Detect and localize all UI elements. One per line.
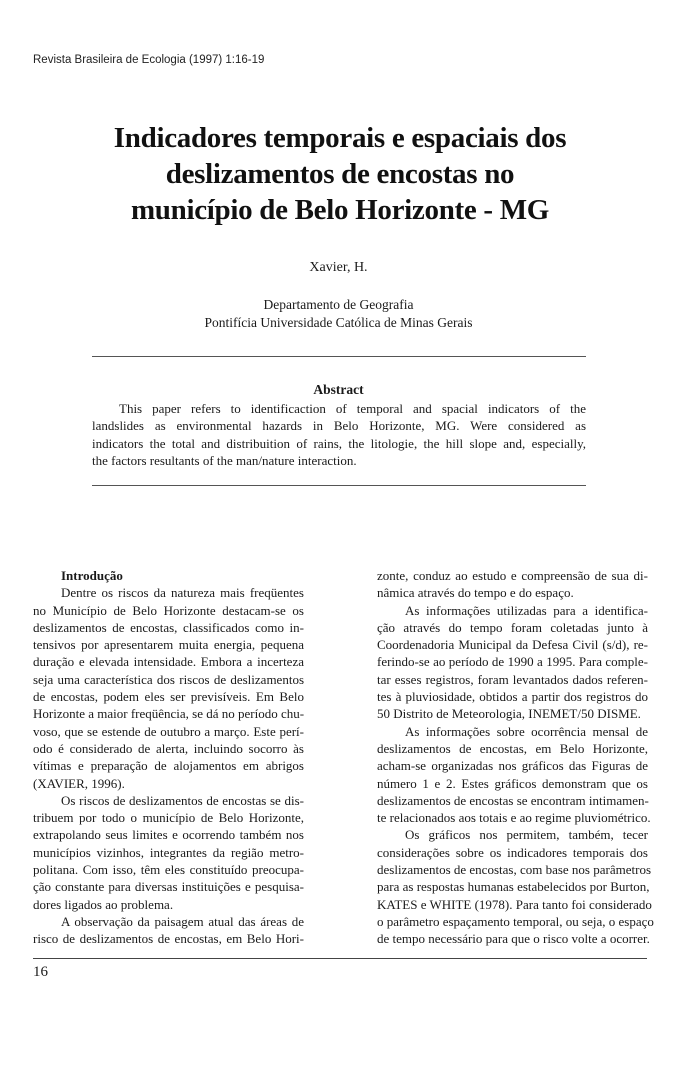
body-line: nâmica através do tempo e do espaço. [377, 585, 574, 601]
body-line: dores ligados ao problema. [33, 896, 174, 912]
body-line: zonte, conduz ao estudo e compreensão de sua di- [377, 568, 648, 583]
body-line: voso, que se estende de outubro a março. Este perí- [33, 723, 304, 739]
abstract-line: landslides as environmental hazards in Belo Horizonte, MG. Were considered as [92, 418, 586, 434]
affiliation-university: Pontifícia Universidade Católica de Minas Gerais [204, 315, 473, 330]
body-line: te relacionados aos totais e ao regime pluviométrico. [377, 810, 651, 826]
body-line: As informações utilizadas para a identifica- [405, 602, 648, 618]
abstract-heading: Abstract [313, 382, 364, 397]
body-line: de encostas, podem eles ser previsíveis. Em Belo [33, 689, 304, 705]
body-line: número 1 e 2. Estes gráficos demonstram que os [377, 775, 648, 791]
affiliation [0, 296, 677, 332]
body-line: considerações sobre os indicadores temporais dos [377, 844, 648, 860]
body-line: de tempo necessário para que o risco volte a ocorrer. [377, 931, 650, 947]
abstract-line: the factors resultants of the man/nature interaction. [92, 453, 357, 469]
title-line: município de Belo Horizonte - MG [130, 194, 550, 226]
body-line: municípios vizinhos, integrantes da região metro- [33, 844, 304, 860]
left-column [33, 567, 304, 948]
body-line: no Município de Belo Horizonte destacam-se os [33, 602, 304, 618]
body-line: politana. Com isso, têm eles constituído preocupa- [33, 862, 304, 878]
title-line: Indicadores temporais e espaciais dos [113, 122, 567, 154]
body-line: A observação da paisagem atual das áreas de [61, 913, 304, 929]
body-line: tar esses registros, foram levantados dados referen- [377, 671, 648, 687]
body-line: Coordenadoria Municipal da Defesa Civil (s/d), re- [377, 637, 648, 653]
body-line: Horizonte a maior freqüência, se dá no período chu- [33, 706, 305, 722]
abstract-body [92, 400, 586, 470]
abstract-top-rule [92, 356, 586, 357]
body-line: tensivos por apresentarem muita energia, pequena [33, 637, 304, 653]
body-line: Os gráficos nos permitem, também, tecer [405, 827, 648, 843]
title-line: deslizamentos de encostas no [165, 158, 515, 190]
page-number: 16 [33, 964, 48, 980]
body-line: Os riscos de deslizamentos de encostas se dis- [61, 792, 304, 808]
body-line: extrapolando seus limites e ocorrendo também nos [33, 827, 304, 843]
body-line: para as respostas humanas estabelecidos por Burton, [377, 879, 650, 895]
abstract-line: This paper refers to identificaction of temporal and spacial indicators of the [119, 401, 586, 416]
body-line: 50 Distrito de Meteorologia, INEMET/50 DISME. [377, 706, 641, 722]
body-line: ção através do tempo foram coletadas junto à [377, 619, 648, 635]
body-line: ferindo-se ao período de 1990 a 1995. Para comple- [377, 654, 648, 670]
body-line: deslizamentos de encostas, classificados como in- [33, 619, 304, 635]
body-line: vítimas e preparação de alojamentos em abrigos [33, 758, 304, 774]
body-line: duração e elevada intensidade. Embora a incerteza [33, 654, 304, 670]
body-line: Dentre os riscos da natureza mais freqüentes [61, 585, 304, 601]
body-line: odo é considerado de alerta, incluindo socorro às [33, 740, 304, 756]
body-line: deslizamentos de encostas se encontram intimamen- [377, 792, 649, 808]
body-line: tribuem por todo o município de Belo Horizonte, [33, 810, 304, 826]
body-line: seja uma característica dos riscos de deslizamentos [33, 671, 304, 687]
body-line: deslizamentos de encostas, em Belo Horizonte, [377, 740, 648, 756]
body-line: As informações sobre ocorrência mensal de [405, 723, 648, 739]
abstract-line: indicators the total and distribuition of rains, the litologie, the hill slope and, especially, [92, 435, 586, 451]
abstract-bottom-rule [92, 485, 586, 486]
body-line: tes à pluviosidade, obtidos a partir dos registros do [377, 689, 648, 705]
body-line: (XAVIER, 1996). [33, 775, 125, 791]
right-column [377, 567, 654, 948]
body-line: risco de deslizamentos de encostas, em Belo Hori- [33, 931, 304, 947]
section-heading: Introdução [61, 568, 123, 583]
body-line: KATES e WHITE (1978). Para tanto foi considerado [377, 896, 652, 912]
body-line: acham-se organizadas nos gráficos das Figuras de [377, 758, 648, 774]
author-name: Xavier, H. [309, 260, 368, 275]
body-line: o parâmetro espaçamento temporal, ou seja, o espaço [377, 913, 654, 929]
article-title [60, 120, 620, 228]
body-line: deslizamentos de encostas, com base nos parâmetros [377, 862, 651, 878]
footer-rule [33, 958, 647, 959]
body-line: ção constante para diversas instituições e pesquisa- [33, 879, 304, 895]
journal-reference: Revista Brasileira de Ecologia (1997) 1:16-19 [33, 54, 265, 66]
affiliation-department: Departamento de Geografia [263, 297, 414, 312]
